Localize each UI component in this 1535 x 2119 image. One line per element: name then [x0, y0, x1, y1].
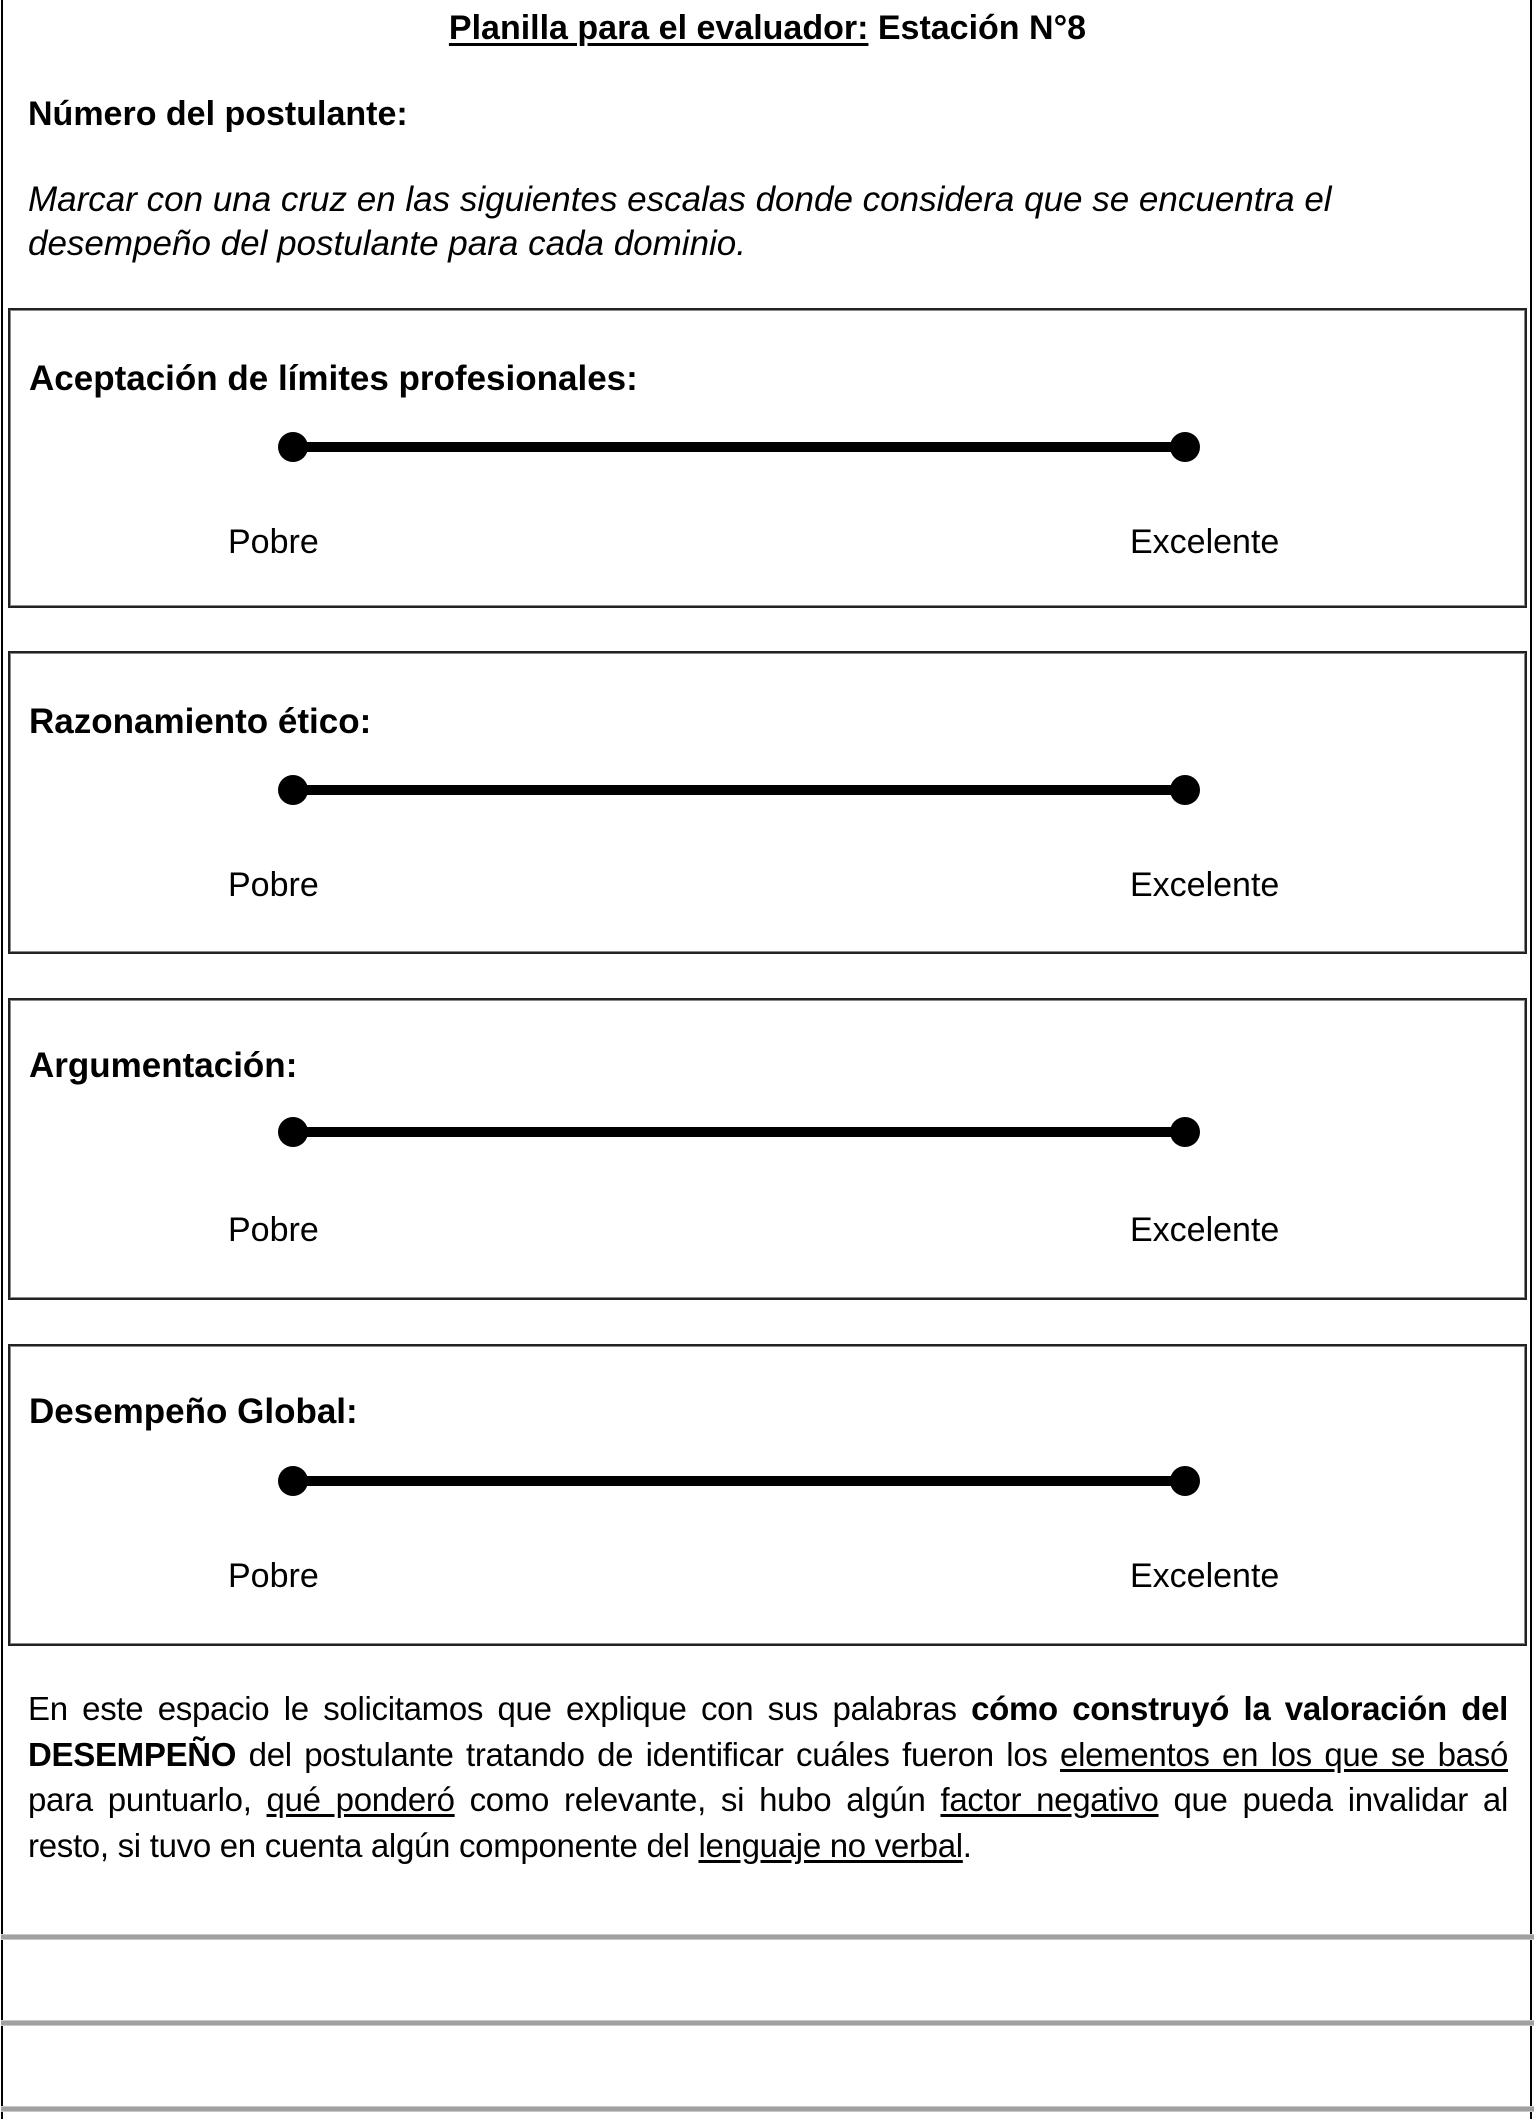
- section-ethical-reasoning: [8, 651, 1527, 954]
- scale-low-label: Pobre: [228, 1557, 319, 1595]
- underlined-text: qué ponderó: [266, 1781, 455, 1818]
- rating-scale[interactable]: [286, 432, 1192, 462]
- page-title: [0, 6, 1535, 50]
- rating-scale[interactable]: [286, 1466, 1192, 1496]
- scale-high-label: Excelente: [1130, 866, 1280, 904]
- scale-start-dot-icon: [278, 1466, 308, 1496]
- scale-end-dot-icon: [1170, 432, 1200, 462]
- scale-line[interactable]: [294, 1127, 1184, 1137]
- scale-high-label: Excelente: [1130, 523, 1280, 561]
- instructions-text: Marcar con una cruz en las siguientes escalas donde considera que se encuentra el desempeño del postulante para cada dominio.: [28, 180, 1332, 263]
- section-argumentation: [8, 998, 1527, 1300]
- title-underlined: Planilla para el evaluador:: [448, 9, 869, 47]
- scale-end-dot-icon: [1170, 775, 1200, 805]
- scale-low-label: Pobre: [228, 523, 319, 561]
- scale-low-label: Pobre: [228, 1211, 319, 1249]
- underlined-text: lenguaje no verbal: [698, 1826, 963, 1864]
- scale-low-label: Pobre: [228, 866, 319, 904]
- section-professional-limits: [8, 308, 1527, 608]
- scale-line[interactable]: [294, 785, 1184, 795]
- section-label: Razonamiento ético:: [29, 702, 372, 741]
- text: como relevante, si hubo algún: [454, 1781, 941, 1818]
- rating-scale[interactable]: [286, 1117, 1192, 1147]
- explanation-prompt: [28, 1686, 1508, 1868]
- scale-line[interactable]: [294, 1476, 1184, 1486]
- scale-start-dot-icon: [278, 432, 308, 462]
- applicant-number-label: Número del postulante:: [28, 95, 408, 133]
- rating-scale[interactable]: [286, 775, 1192, 805]
- text: para puntuarlo,: [28, 1781, 267, 1818]
- scale-start-dot-icon: [278, 775, 308, 805]
- bold-text: cómo construyó la valoración del DESEMPEÑO: [28, 1690, 1508, 1773]
- text: que pueda invalidar al resto, si tuvo en cuenta algún componente del: [28, 1781, 1508, 1864]
- text: En este espacio le solicitamos que explique con sus palabras: [28, 1690, 972, 1727]
- title-station: Estación N°8: [868, 9, 1087, 47]
- answer-line-3[interactable]: [1, 2106, 1534, 2112]
- underlined-text: elementos en los que se basó: [1060, 1735, 1508, 1773]
- scale-end-dot-icon: [1170, 1117, 1200, 1147]
- section-label: Aceptación de límites profesionales:: [29, 359, 638, 398]
- section-label: Desempeño Global:: [29, 1392, 358, 1431]
- underlined-text: factor negativo: [940, 1781, 1159, 1818]
- scale-line[interactable]: [294, 442, 1184, 452]
- text: .: [962, 1826, 972, 1864]
- scale-start-dot-icon: [278, 1117, 308, 1147]
- section-label: Argumentación:: [29, 1046, 298, 1085]
- section-global-performance: [8, 1344, 1527, 1646]
- scale-high-label: Excelente: [1130, 1557, 1280, 1595]
- text: del postulante tratando de identificar cuáles fueron los: [236, 1735, 1061, 1773]
- answer-line-2[interactable]: [1, 2020, 1534, 2026]
- scale-end-dot-icon: [1170, 1466, 1200, 1496]
- scale-high-label: Excelente: [1130, 1211, 1280, 1249]
- answer-line-1[interactable]: [1, 1934, 1534, 1940]
